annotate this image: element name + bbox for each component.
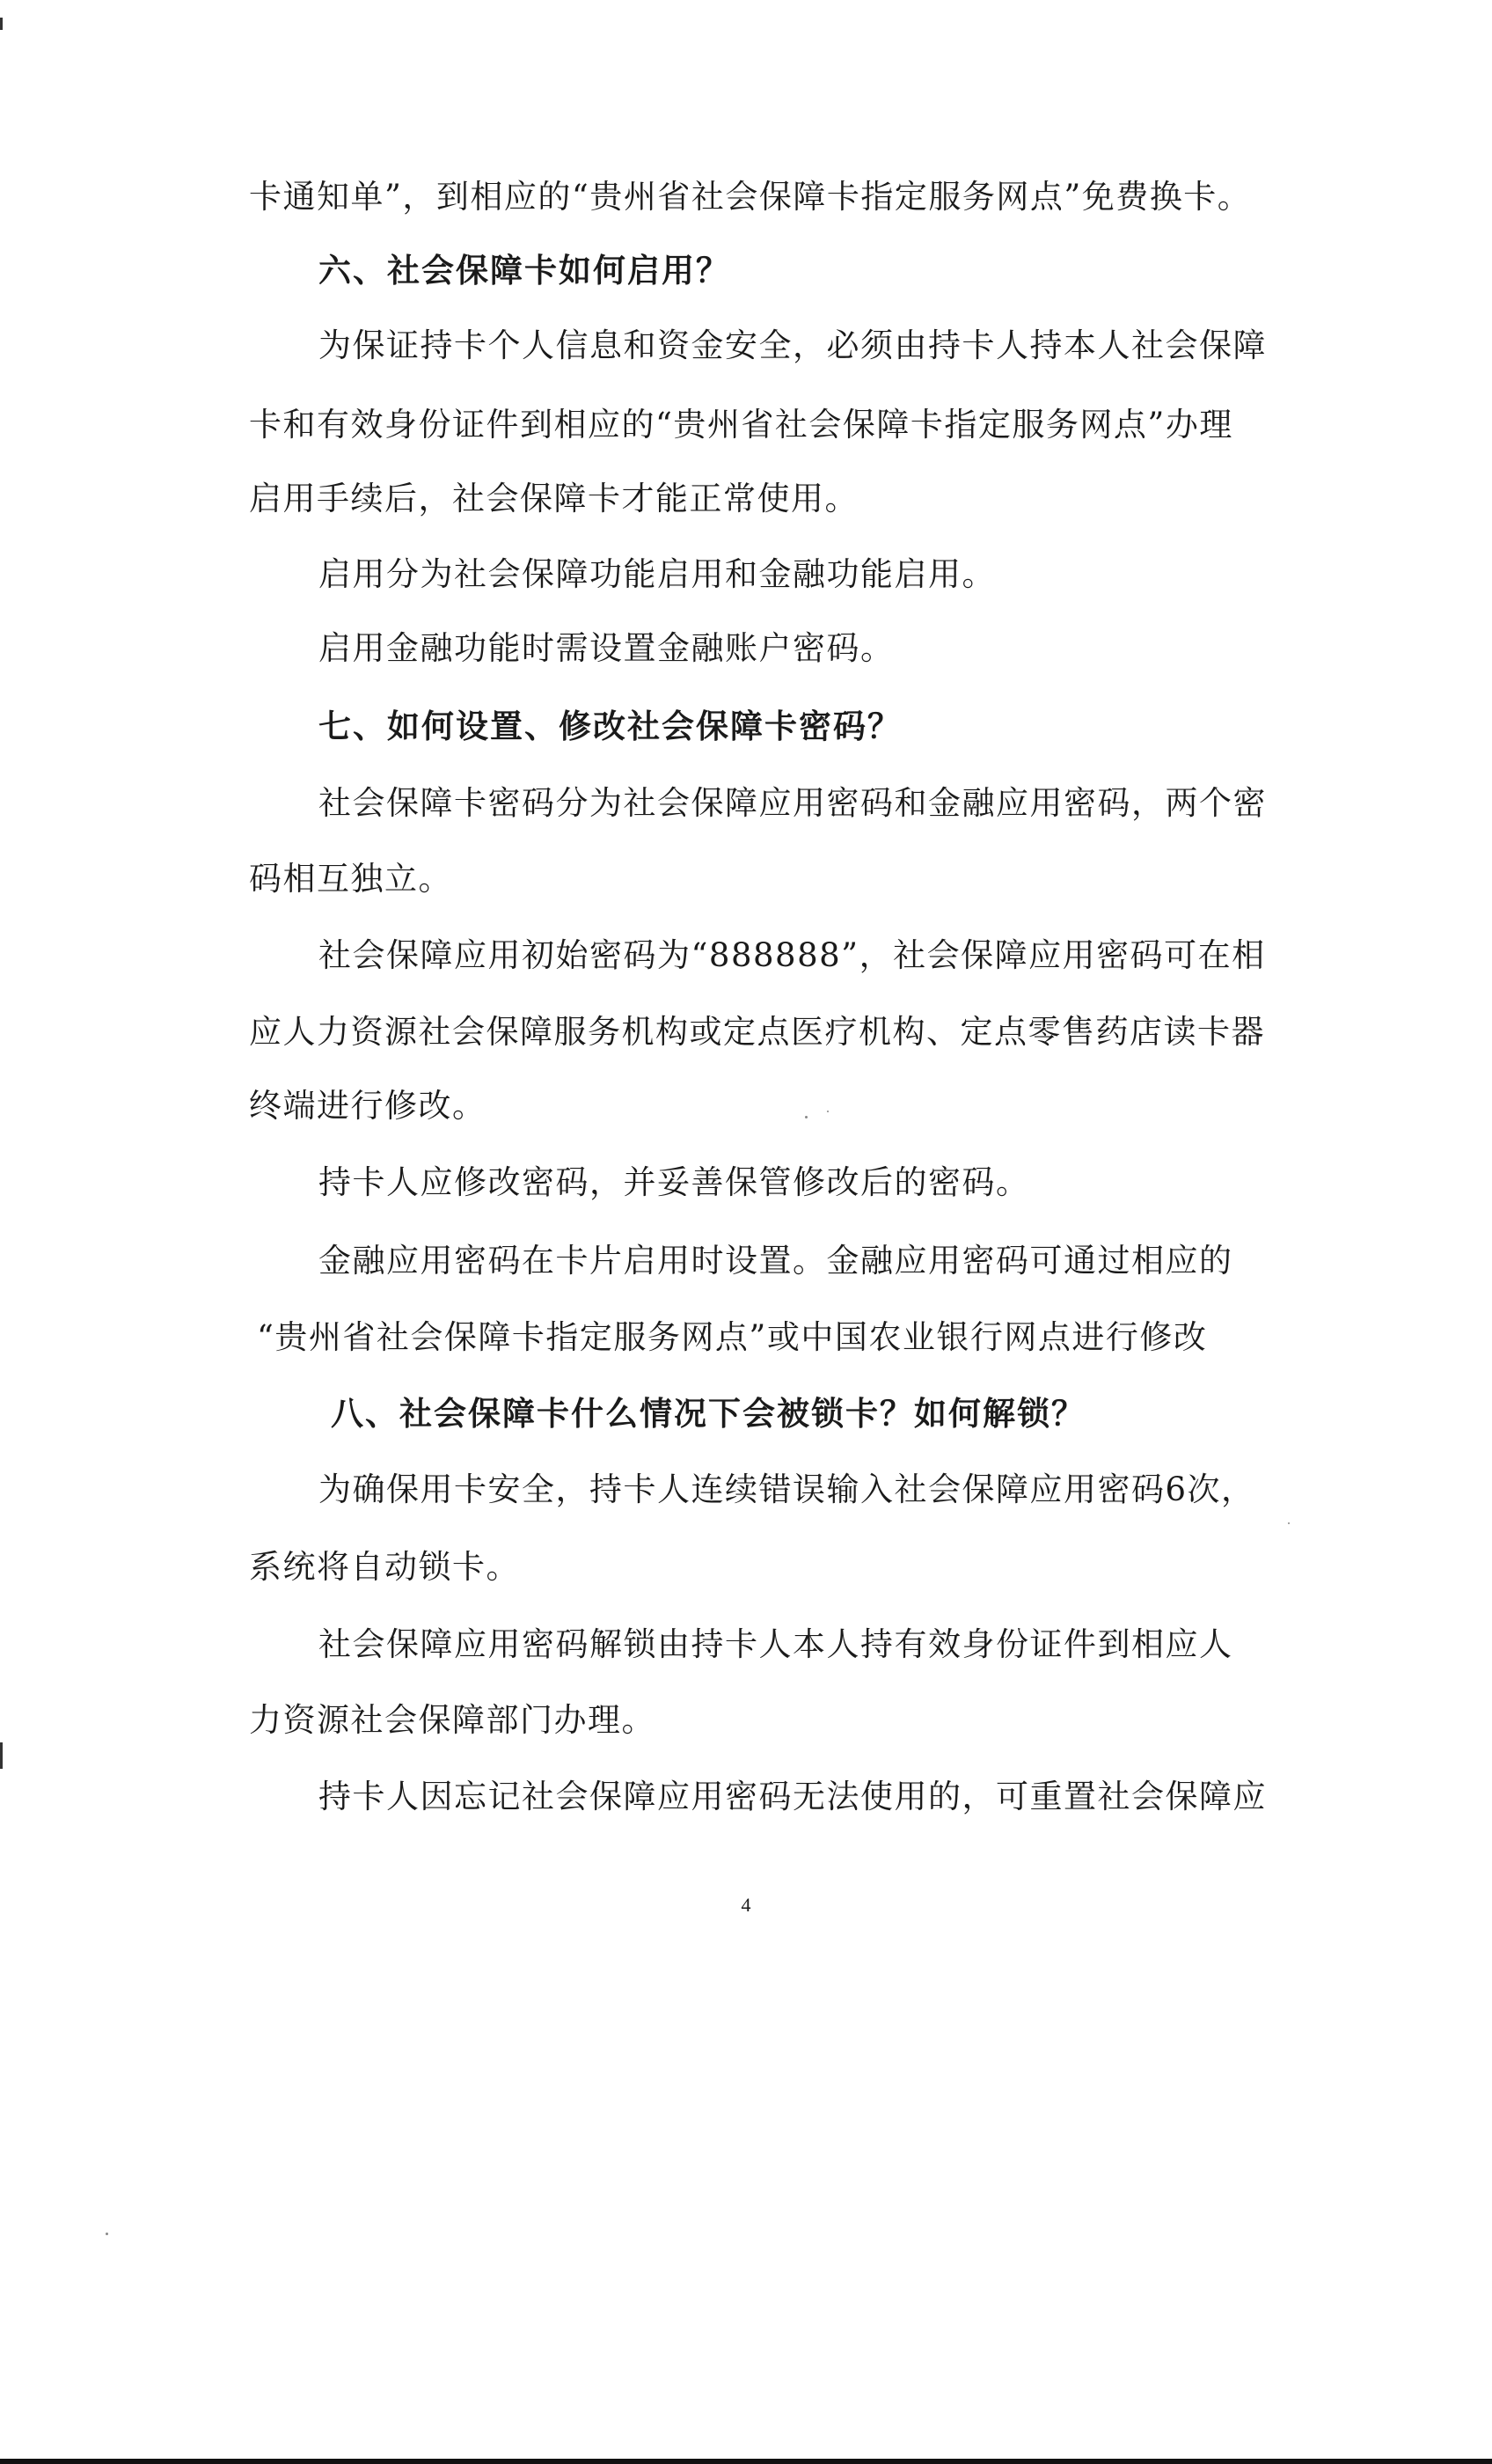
scan-speck — [827, 1111, 829, 1112]
body-text-line: 为保证持卡个人信息和资金安全，必须由持卡人持本人社会保障 — [318, 326, 1267, 364]
body-text-line: 启用手续后，社会保障卡才能正常使用。 — [249, 480, 859, 517]
section-heading-8: 八、社会保障卡什么情况下会被锁卡？如何解锁？ — [331, 1394, 1086, 1433]
body-text-line: 卡和有效身份证件到相应的“贵州省社会保障卡指定服务网点”办理 — [249, 406, 1233, 444]
body-text-line: 社会保障卡密码分为社会保障应用密码和金融应用密码，两个密 — [318, 784, 1267, 822]
body-text-line: 持卡人应修改密码，并妥善保管修改后的密码。 — [318, 1163, 1030, 1201]
scan-bottom-edge — [0, 2459, 1492, 2464]
section-heading-7: 七、如何设置、修改社会保障卡密码？ — [318, 707, 902, 745]
body-text-line: 力资源社会保障部门办理。 — [249, 1701, 655, 1739]
body-text-line: 应人力资源社会保障服务机构或定点医疗机构、定点零售药店读卡器 — [249, 1013, 1265, 1051]
body-text-line: 社会保障应用初始密码为“888888”，社会保障应用密码可在相 — [318, 936, 1266, 974]
scan-edge-mark — [0, 1742, 3, 1769]
body-text-line: 卡通知单”，到相应的“贵州省社会保障卡指定服务网点”免费换卡。 — [249, 178, 1252, 216]
body-text-line: 码相互独立。 — [249, 860, 452, 898]
scan-speck — [106, 2233, 108, 2235]
body-text-line: 启用分为社会保障功能启用和金融功能启用。 — [318, 555, 996, 593]
scan-speck — [805, 1116, 808, 1118]
section-heading-6: 六、社会保障卡如何启用？ — [318, 251, 730, 290]
body-text-line: 系统将自动锁卡。 — [249, 1548, 520, 1586]
body-text-line: 为确保用卡安全，持卡人连续错误输入社会保障应用密码6次， — [318, 1470, 1255, 1508]
body-text-line: 终端进行修改。 — [249, 1087, 486, 1125]
body-text-line: 社会保障应用密码解锁由持卡人本人持有效身份证件到相应人 — [318, 1625, 1233, 1663]
scan-speck — [1288, 1522, 1290, 1524]
body-text-line: 金融应用密码在卡片启用时设置。金融应用密码可通过相应的 — [318, 1242, 1233, 1280]
body-text-line: “贵州省社会保障卡指定服务网点”或中国农业银行网点进行修改 — [257, 1318, 1208, 1356]
body-text-line: 启用金融功能时需设置金融账户密码。 — [318, 629, 895, 667]
page-number: 4 — [741, 1894, 751, 1916]
scan-edge-mark — [0, 18, 3, 30]
body-text-line: 持卡人因忘记社会保障应用密码无法使用的，可重置社会保障应 — [318, 1778, 1267, 1815]
